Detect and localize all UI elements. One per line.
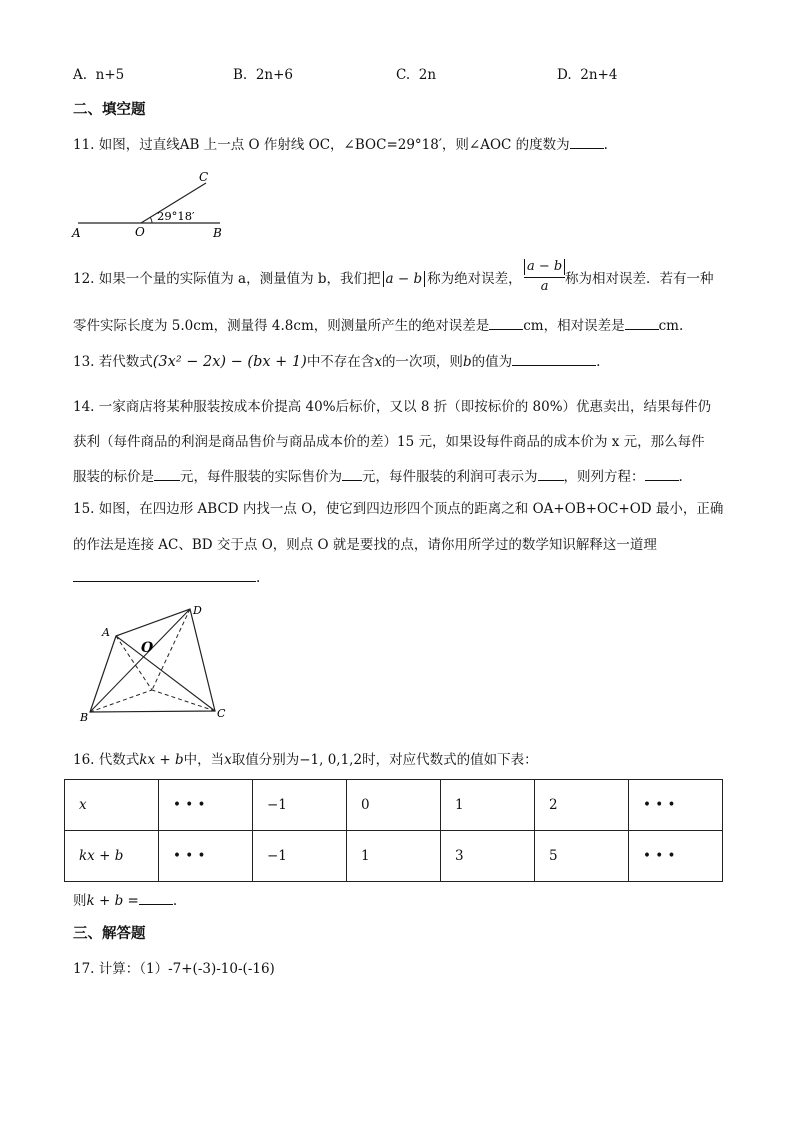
q12-text-a: 12. 如果一个量的实际值为 a，测量值为 b，我们把	[73, 271, 381, 287]
label-b: B	[80, 711, 89, 724]
q13-var-x: x	[374, 354, 382, 370]
relative-error-fraction	[524, 259, 565, 295]
table-cell: • • •	[629, 831, 723, 882]
table-cell: −1	[253, 780, 347, 831]
value-table	[64, 779, 723, 882]
table-cell: x	[65, 780, 159, 831]
question-11-text: 11. 如图，过直线AB 上一点 O 作射线 OC，∠BOC=29°18′，则∠AOC 的度数为	[73, 137, 570, 153]
option-c-label: C.	[396, 67, 411, 83]
label-o: O	[141, 640, 154, 656]
question-14-line-1: 14. 一家商店将某种服装按成本价提高 40%后标价，又以 8 折（即按标价的 80%）优惠卖出，结果每件仍	[73, 399, 712, 415]
q16-var-x: x	[224, 752, 232, 768]
q14-text-a: 服装的标价是	[73, 469, 154, 485]
q13-var-b: b	[462, 354, 472, 370]
answer-blank	[625, 316, 659, 330]
question-16	[73, 750, 538, 770]
q14-text-c: 元，每件服装的利润可表示为	[362, 469, 538, 485]
question-13	[73, 352, 600, 372]
q16-end: .	[172, 893, 178, 909]
label-d: D	[193, 604, 202, 617]
question-14-line-2: 获利（每件商品的利润是商品售价与商品成本价的差）15 元，如果设每件商品的成本价为 x 元，那么每件	[73, 434, 705, 450]
answer-blank	[342, 467, 362, 481]
q13-end: .	[596, 354, 601, 370]
table-cell: 5	[535, 831, 629, 882]
answer-blank	[512, 352, 596, 366]
table-cell: 3	[441, 831, 535, 882]
question-12-line-1	[73, 269, 522, 289]
table-cell: 1	[441, 780, 535, 831]
q12-text-d: 零件实际长度为 5.0cm，测量得 4.8cm，则测量所产生的绝对误差是	[73, 318, 490, 334]
table-cell: 0	[347, 780, 441, 831]
q14-text-d: ，则列方程：	[563, 469, 645, 485]
label-c: C	[199, 170, 209, 184]
option-d	[557, 65, 617, 85]
question-11-end: .	[603, 137, 608, 153]
label-a: A	[102, 626, 110, 639]
q16-values: −1, 0,1,2	[299, 752, 363, 768]
table-cell: 2	[535, 780, 629, 831]
question-15-line-2: 的作法是连接 AC、BD 交于点 O，则点 O 就是要找的点，请你用所学过的数学知识解释这一道理	[73, 537, 657, 553]
answer-blank	[538, 467, 564, 481]
absolute-value-expr: a − b	[383, 271, 426, 287]
label-c: C	[217, 707, 226, 720]
q12-text-f: cm.	[658, 318, 684, 334]
label-a: A	[72, 226, 81, 240]
q13-text-b: 中不存在含	[306, 354, 375, 370]
answer-blank	[154, 467, 180, 481]
q14-text-e: .	[678, 469, 683, 485]
q15-quadrilateral-figure	[72, 600, 242, 726]
fraction-numerator: a − b	[524, 259, 565, 275]
q16-then: 则	[73, 893, 87, 909]
q16-text-d: 时，对应代数式的值如下表：	[362, 752, 538, 768]
answer-blank	[570, 135, 604, 149]
table-cell: −1	[253, 831, 347, 882]
q12-text-e: cm，相对误差是	[523, 318, 625, 334]
question-15-line-1: 15. 如图，在四边形 ABCD 内找一点 O，使它到四边形四个顶点的距离之和 OA+OB+OC+OD 最小，正确	[73, 501, 724, 517]
option-a	[73, 65, 124, 85]
q12-text-c: 称为相对误差．若有一种	[565, 271, 714, 287]
option-d-text: 2n+4	[580, 67, 618, 83]
table-cell: • • •	[159, 780, 253, 831]
question-15-line-3	[73, 568, 260, 588]
option-a-label: A.	[73, 67, 88, 83]
option-b-text: 2n+6	[255, 67, 293, 83]
option-a-text: n+5	[95, 67, 125, 83]
table-cell: 1	[347, 831, 441, 882]
angle-label: 29°18′	[157, 209, 195, 223]
answer-blank	[489, 316, 523, 330]
question-16-answer	[73, 891, 177, 911]
question-12-line-2	[73, 316, 683, 336]
q11-angle-figure	[68, 166, 238, 242]
q12-text-b: 称为绝对误差，	[427, 271, 522, 287]
question-14-line-3	[73, 467, 683, 487]
q14-text-b: 元，每件服装的实际售价为	[180, 469, 342, 485]
q13-text-c: 的一次项，则	[381, 354, 463, 370]
table-cell: kx + b	[65, 831, 159, 882]
q16-answer-expr: k + b =	[86, 893, 139, 909]
q13-text-a: 13. 若代数式	[73, 354, 153, 370]
section-2-heading: 二、填空题	[73, 102, 146, 118]
section-3-heading: 三、解答题	[73, 926, 146, 942]
question-17: 17. 计算：（1）-7+(-3)-10-(-16)	[73, 961, 275, 977]
q16-text-a: 16. 代数式	[73, 752, 140, 768]
label-o: O	[135, 225, 145, 239]
fraction-denominator: a	[524, 277, 565, 295]
q16-text-b: 中，当	[183, 752, 225, 768]
q13-expression: (3x² − 2x) − (bx + 1)	[152, 354, 307, 370]
answer-blank	[73, 568, 256, 582]
q16-text-c: 取值分别为	[231, 752, 300, 768]
question-11	[73, 135, 608, 155]
option-b-label: B.	[233, 67, 248, 83]
option-b	[233, 65, 293, 85]
option-c	[396, 65, 436, 85]
q13-text-d: 的值为	[471, 354, 513, 370]
answer-blank	[645, 467, 679, 481]
table-row	[65, 831, 723, 882]
option-d-label: D.	[557, 67, 572, 83]
table-cell: • • •	[159, 831, 253, 882]
answer-blank	[139, 891, 173, 905]
table-row	[65, 780, 723, 831]
option-c-text: 2n	[418, 67, 437, 83]
label-b: B	[213, 226, 222, 240]
q16-expression: kx + b	[139, 752, 184, 768]
table-cell: • • •	[629, 780, 723, 831]
q15-end: .	[256, 570, 261, 586]
